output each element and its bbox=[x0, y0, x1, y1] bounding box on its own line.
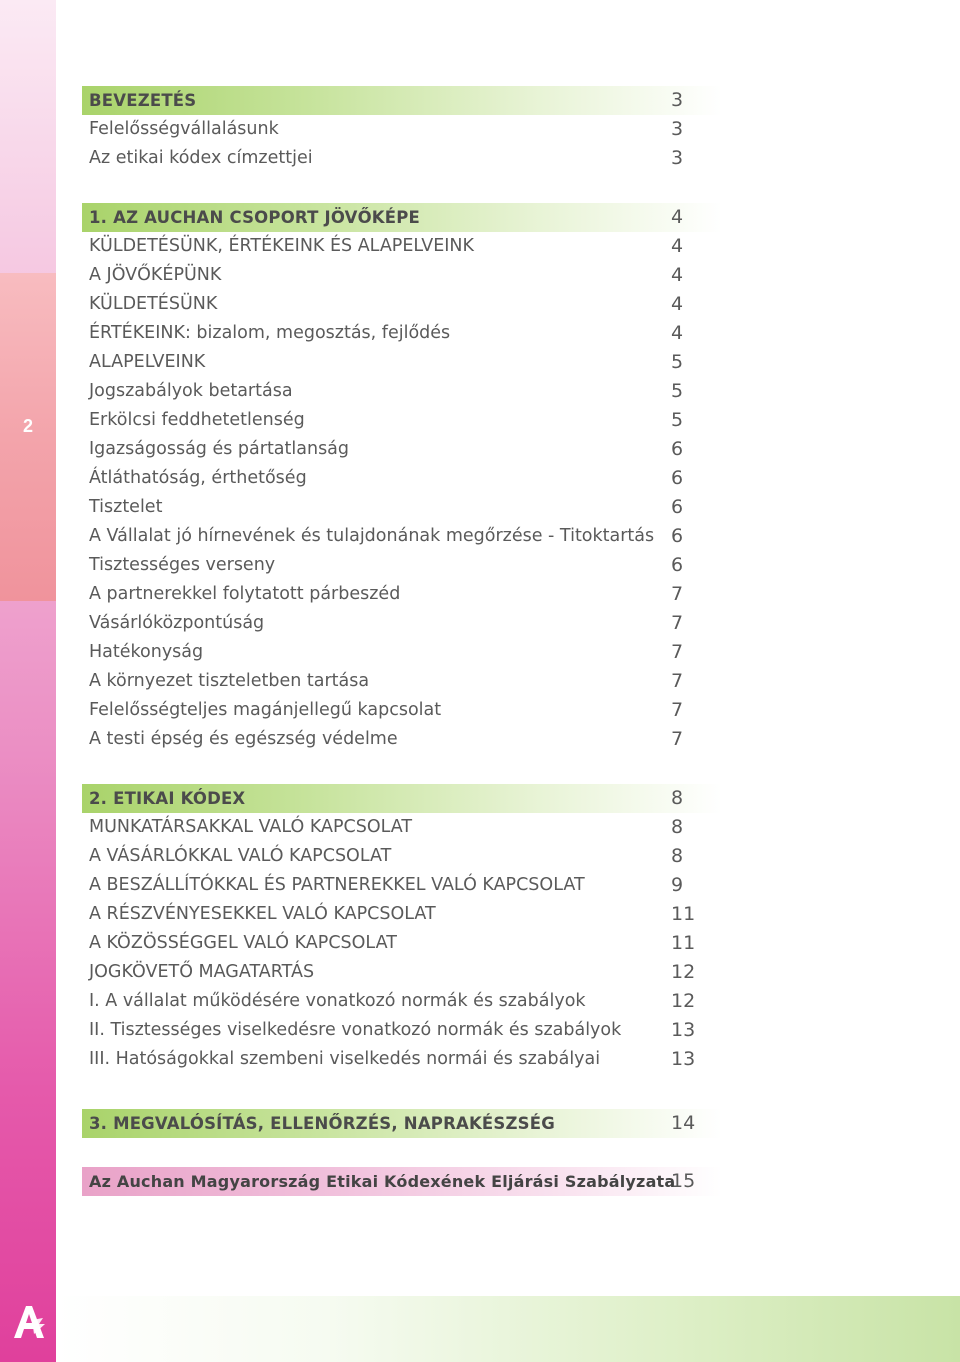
toc-entry-title: 2. ETIKAI KÓDEX bbox=[89, 789, 246, 808]
toc-section-heading bbox=[82, 203, 722, 232]
toc-entry bbox=[82, 580, 722, 609]
toc-entry bbox=[82, 493, 722, 522]
toc-entry-page-number: 3 bbox=[671, 89, 684, 111]
toc-entry-page-number: 11 bbox=[671, 932, 696, 954]
toc-section-heading bbox=[82, 86, 722, 115]
toc-section-heading bbox=[82, 784, 722, 813]
toc-entry bbox=[82, 522, 722, 551]
toc-entry-page-number: 12 bbox=[671, 961, 696, 983]
toc-entry bbox=[82, 842, 722, 871]
toc-entry-page-number: 8 bbox=[671, 845, 684, 867]
toc-entry bbox=[82, 435, 722, 464]
toc-entry-title: I. A vállalat működésére vonatkozó normák és szabályok bbox=[89, 991, 586, 1011]
toc-entry-title: A VÁSÁRLÓKKAL VALÓ KAPCSOLAT bbox=[89, 846, 392, 866]
toc-entry-page-number: 6 bbox=[671, 467, 684, 489]
toc-entry-title: Átláthatóság, érthetőség bbox=[89, 468, 307, 488]
toc-entry-title: JOGKÖVETŐ MAGATARTÁS bbox=[89, 962, 315, 982]
toc-entry bbox=[82, 638, 722, 667]
toc-entry-page-number: 15 bbox=[671, 1170, 696, 1192]
toc-entry-title: A testi épség és egészség védelme bbox=[89, 729, 398, 749]
toc-entry-page-number: 8 bbox=[671, 787, 684, 809]
toc-entry-title: ALAPELVEINK bbox=[89, 352, 206, 372]
toc-entry-page-number: 3 bbox=[671, 118, 684, 140]
page-number: 2 bbox=[22, 416, 33, 436]
toc-entry-page-number: 6 bbox=[671, 525, 684, 547]
toc-entry bbox=[82, 813, 722, 842]
toc-entry bbox=[82, 551, 722, 580]
toc-entry bbox=[82, 929, 722, 958]
toc-entry-title: A partnerekkel folytatott párbeszéd bbox=[89, 584, 401, 604]
toc-entry-title: A JÖVŐKÉPÜNK bbox=[89, 265, 222, 285]
toc-entry-page-number: 4 bbox=[671, 264, 684, 286]
toc-entry-title: Jogszabályok betartása bbox=[89, 381, 293, 401]
toc-entry bbox=[82, 319, 722, 348]
toc-entry-title: Vásárlóközpontúság bbox=[89, 613, 265, 633]
toc-entry-title: 1. AZ AUCHAN CSOPORT JÖVŐKÉPE bbox=[89, 208, 421, 227]
toc-entry-page-number: 7 bbox=[671, 670, 684, 692]
toc-entry bbox=[82, 987, 722, 1016]
toc-entry-title: ÉRTÉKEINK: bizalom, megosztás, fejlődés bbox=[89, 323, 451, 343]
toc-entry-title: Az etikai kódex címzettjei bbox=[89, 148, 313, 168]
toc-entry-title: KÜLDETÉSÜNK, ÉRTÉKEINK ÉS ALAPELVEINK bbox=[89, 236, 474, 256]
toc-entry bbox=[82, 115, 722, 144]
toc-entry-title: Felelősségvállalásunk bbox=[89, 119, 279, 139]
toc-entry-page-number: 9 bbox=[671, 874, 684, 896]
toc-entry bbox=[82, 1045, 722, 1074]
page-number-tab bbox=[0, 273, 56, 601]
toc-entry-page-number: 7 bbox=[671, 728, 684, 750]
toc-entry-title: A RÉSZVÉNYESEKKEL VALÓ KAPCSOLAT bbox=[89, 904, 436, 924]
toc-entry-page-number: 7 bbox=[671, 699, 684, 721]
toc-entry bbox=[82, 871, 722, 900]
auchan-logo-icon bbox=[12, 1304, 46, 1340]
toc-entry-page-number: 5 bbox=[671, 351, 684, 373]
toc-entry bbox=[82, 696, 722, 725]
toc-entry-title: Hatékonyság bbox=[89, 642, 204, 662]
toc-entry-page-number: 4 bbox=[671, 293, 684, 315]
toc-entry bbox=[82, 377, 722, 406]
toc-entry bbox=[82, 290, 722, 319]
toc-section-heading bbox=[82, 1109, 722, 1138]
toc-entry bbox=[82, 144, 722, 173]
toc-entry bbox=[82, 232, 722, 261]
toc-entry-title: 3. MEGVALÓSÍTÁS, ELLENŐRZÉS, NAPRAKÉSZSÉG bbox=[89, 1114, 555, 1133]
toc-entry-title: A KÖZÖSSÉGGEL VALÓ KAPCSOLAT bbox=[89, 933, 397, 953]
toc-entry-page-number: 4 bbox=[671, 206, 684, 228]
toc-entry-title: II. Tisztességes viselkedésre vonatkozó normák és szabályok bbox=[89, 1020, 622, 1040]
toc-section-heading bbox=[82, 1167, 722, 1196]
toc-entry-page-number: 11 bbox=[671, 903, 696, 925]
toc-entry-title: A BESZÁLLÍTÓKKAL ÉS PARTNEREKKEL VALÓ KAPCSOLAT bbox=[89, 875, 585, 895]
toc-entry-title: Felelősségteljes magánjellegű kapcsolat bbox=[89, 700, 442, 720]
toc-entry-title: KÜLDETÉSÜNK bbox=[89, 294, 218, 314]
toc-entry-page-number: 13 bbox=[671, 1019, 696, 1041]
toc-entry-page-number: 6 bbox=[671, 554, 684, 576]
toc-entry-page-number: 12 bbox=[671, 990, 696, 1012]
toc-entry-page-number: 6 bbox=[671, 496, 684, 518]
left-decor-strip bbox=[0, 0, 56, 1362]
toc-entry-title: III. Hatóságokkal szembeni viselkedés normái és szabályai bbox=[89, 1049, 601, 1069]
toc-entry bbox=[82, 900, 722, 929]
toc-entry bbox=[82, 464, 722, 493]
toc-entry-title: Tisztelet bbox=[89, 497, 163, 517]
toc-entry bbox=[82, 958, 722, 987]
toc-entry-page-number: 4 bbox=[671, 235, 684, 257]
toc-entry-page-number: 3 bbox=[671, 147, 684, 169]
toc-entry bbox=[82, 1016, 722, 1045]
toc-entry-title: Igazságosság és pártatlanság bbox=[89, 439, 350, 459]
toc-entry bbox=[82, 261, 722, 290]
toc-entry-page-number: 4 bbox=[671, 322, 684, 344]
toc-entry-page-number: 5 bbox=[671, 409, 684, 431]
toc-entry-page-number: 7 bbox=[671, 583, 684, 605]
toc-entry-page-number: 6 bbox=[671, 438, 684, 460]
toc-entry-title: Az Auchan Magyarország Etikai Kódexének Eljárási Szabályzata bbox=[89, 1172, 676, 1191]
toc-entry-title: MUNKATÁRSAKKAL VALÓ KAPCSOLAT bbox=[89, 817, 413, 837]
toc-entry-title: A Vállalat jó hírnevének és tulajdonának megőrzése - Titoktartás bbox=[89, 526, 655, 546]
toc-entry-page-number: 14 bbox=[671, 1112, 696, 1134]
toc-entry-title: BEVEZETÉS bbox=[89, 91, 197, 110]
toc-entry-title: Tisztességes verseny bbox=[89, 555, 276, 575]
toc-entry bbox=[82, 725, 722, 754]
toc-entry-page-number: 5 bbox=[671, 380, 684, 402]
toc-entry-title: Erkölcsi feddhetetlenség bbox=[89, 410, 305, 430]
toc-entry bbox=[82, 609, 722, 638]
toc-entry-page-number: 13 bbox=[671, 1048, 696, 1070]
toc-entry-page-number: 7 bbox=[671, 641, 684, 663]
toc-entry-page-number: 8 bbox=[671, 816, 684, 838]
toc-entry bbox=[82, 406, 722, 435]
toc-entry bbox=[82, 348, 722, 377]
toc-entry-title: A környezet tiszteletben tartása bbox=[89, 671, 370, 691]
toc-entry-page-number: 7 bbox=[671, 612, 684, 634]
bottom-decor-band bbox=[56, 1296, 960, 1362]
toc-entry bbox=[82, 667, 722, 696]
